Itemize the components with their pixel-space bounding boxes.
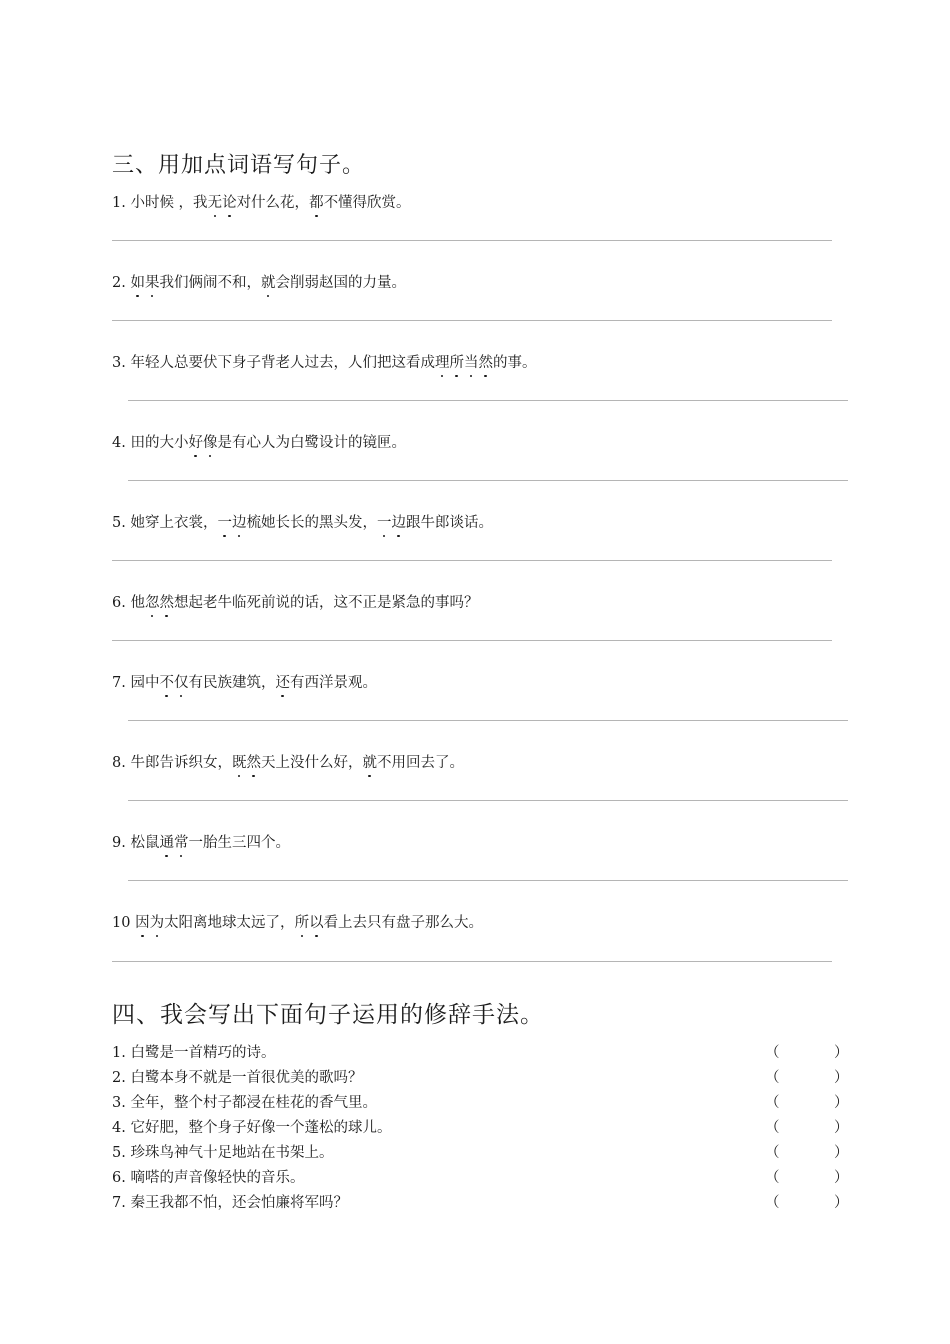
- rhetoric-sentence: 2. 白鹭本身不就是一首很优美的歌吗？: [112, 1070, 363, 1086]
- question-3: [112, 353, 536, 373]
- answer-paren-open[interactable]: （: [765, 1095, 780, 1111]
- rhetoric-item-6: [112, 1168, 849, 1188]
- answer-paren-close: ）: [834, 1170, 849, 1186]
- answer-line-3[interactable]: [128, 400, 848, 401]
- answer-line-8[interactable]: [128, 800, 848, 801]
- emphasized-char: 好: [188, 435, 203, 451]
- rhetoric-sentence: 7. 秦王我都不怕，还会怕廉将军吗？: [112, 1195, 348, 1211]
- rhetoric-sentence: 1. 白鹭是一首精巧的诗。: [112, 1045, 276, 1061]
- answer-paren-close: ）: [834, 1045, 849, 1061]
- emphasized-char: 然: [246, 755, 261, 771]
- emphasized-char: 所: [294, 915, 310, 931]
- question-5: [112, 513, 493, 533]
- emphasized-char: 以: [309, 915, 324, 931]
- answer-line-10[interactable]: [112, 961, 832, 962]
- sentence-text: 1. 小时候 ，我: [112, 195, 208, 211]
- emphasized-char: 一: [376, 515, 392, 531]
- emphasized-char: 像: [202, 435, 218, 451]
- answer-line-6[interactable]: [112, 640, 832, 641]
- answer-line-1[interactable]: [112, 240, 832, 241]
- sentence-text: 会削弱赵国的力量。: [275, 275, 406, 291]
- answer-paren-close: ）: [834, 1120, 849, 1136]
- emphasized-char: 论: [222, 195, 237, 211]
- sentence-text: 看上去只有盘子那么大。: [323, 915, 484, 931]
- emphasized-char: 还: [275, 675, 290, 691]
- emphasized-char: 既: [231, 755, 247, 771]
- answer-paren-close: ）: [834, 1095, 849, 1111]
- answer-paren-open[interactable]: （: [765, 1120, 780, 1136]
- sentence-text: 有民族建筑，: [188, 675, 276, 691]
- answer-paren-open[interactable]: （: [765, 1145, 780, 1161]
- sentence-text: 一胎生三四个。: [188, 835, 290, 851]
- sentence-text: 梳她长长的黑头发，: [246, 515, 377, 531]
- section4-title: 四、我会写出下面句子运用的修辞手法。: [112, 1002, 544, 1028]
- section3-title: 三、用加点词语写句子。: [112, 153, 366, 178]
- answer-paren-close: ）: [834, 1070, 849, 1086]
- emphasized-char: 仅: [173, 675, 189, 691]
- emphasized-char: 然: [159, 595, 174, 611]
- rhetoric-sentence: 4. 它好肥，整个身子好像一个蓬松的球儿。: [112, 1120, 392, 1136]
- sentence-text: 对什么花，: [236, 195, 310, 211]
- question-4: [112, 433, 406, 453]
- rhetoric-item-2: [112, 1068, 849, 1088]
- rhetoric-item-7: [112, 1193, 849, 1213]
- sentence-text: 不懂得欣赏。: [323, 195, 411, 211]
- emphasized-char: 当: [463, 355, 479, 371]
- emphasized-char: 如: [130, 275, 145, 291]
- answer-paren-open[interactable]: （: [765, 1045, 780, 1061]
- rhetoric-item-4: [112, 1118, 849, 1138]
- rhetoric-item-1: [112, 1043, 849, 1063]
- sentence-text: 8. 牛郎告诉织女，: [112, 755, 232, 771]
- sentence-text: 的事。: [492, 355, 537, 371]
- sentence-text: 4. 田的大小: [112, 435, 189, 451]
- question-8: [112, 753, 464, 773]
- emphasized-char: 因: [135, 915, 150, 931]
- rhetoric-item-3: [112, 1093, 849, 1113]
- emphasized-char: 就: [260, 275, 276, 291]
- emphasized-char: 然: [478, 355, 493, 371]
- sentence-text: 太阳离地球太远了，: [164, 915, 295, 931]
- question-10: [112, 913, 483, 933]
- emphasized-char: 都: [309, 195, 324, 211]
- emphasized-char: 无: [207, 195, 223, 211]
- emphasized-char: 忽: [144, 595, 160, 611]
- sentence-text: 9. 松鼠: [112, 835, 160, 851]
- answer-line-2[interactable]: [112, 320, 832, 321]
- rhetoric-sentence: 5. 珍珠鸟神气十足地站在书架上。: [112, 1145, 334, 1161]
- rhetoric-sentence: 6. 嘀嗒的声音像轻快的音乐。: [112, 1170, 305, 1186]
- answer-paren-open[interactable]: （: [765, 1195, 780, 1211]
- answer-paren-open[interactable]: （: [765, 1070, 780, 1086]
- emphasized-char: 理: [434, 355, 450, 371]
- answer-line-7[interactable]: [128, 720, 848, 721]
- sentence-text: 5. 她穿上衣裳，: [112, 515, 218, 531]
- answer-paren-close: ）: [834, 1195, 849, 1211]
- sentence-text: 10: [112, 915, 136, 931]
- sentence-text: 3. 年轻人总要伏下身子背老人过去，人们把这看成: [112, 355, 435, 371]
- answer-line-9[interactable]: [128, 880, 848, 881]
- emphasized-char: 边: [391, 515, 406, 531]
- answer-line-5[interactable]: [112, 560, 832, 561]
- sentence-text: 天上没什么好，: [260, 755, 363, 771]
- rhetoric-item-5: [112, 1143, 849, 1163]
- sentence-text: 跟牛郎谈话。: [405, 515, 493, 531]
- sentence-text: 是有心人为白鹭设计的镜匣。: [217, 435, 406, 451]
- emphasized-char: 常: [173, 835, 189, 851]
- answer-line-4[interactable]: [128, 480, 848, 481]
- emphasized-char: 为: [149, 915, 165, 931]
- sentence-text: 6. 他: [112, 595, 145, 611]
- question-2: [112, 273, 406, 293]
- emphasized-char: 不: [159, 675, 174, 691]
- emphasized-char: 边: [231, 515, 247, 531]
- emphasized-char: 所: [449, 355, 464, 371]
- sentence-text: 不用回去了。: [376, 755, 464, 771]
- sentence-text: 想起老牛临死前说的话，这不正是紧急的事吗？: [173, 595, 479, 611]
- question-1: [112, 193, 411, 213]
- sentence-text: 7. 园中: [112, 675, 160, 691]
- emphasized-char: 通: [159, 835, 174, 851]
- rhetoric-sentence: 3. 全年，整个村子都浸在桂花的香气里。: [112, 1095, 377, 1111]
- sentence-text: 有西洋景观。: [289, 675, 377, 691]
- emphasized-char: 果: [144, 275, 160, 291]
- answer-paren-close: ）: [834, 1145, 849, 1161]
- answer-paren-open[interactable]: （: [765, 1170, 780, 1186]
- emphasized-char: 一: [217, 515, 232, 531]
- sentence-text: 我们俩闹不和，: [159, 275, 261, 291]
- question-9: [112, 833, 290, 853]
- sentence-text: 2.: [112, 275, 131, 291]
- question-7: [112, 673, 377, 693]
- emphasized-char: 就: [362, 755, 377, 771]
- question-6: [112, 593, 478, 613]
